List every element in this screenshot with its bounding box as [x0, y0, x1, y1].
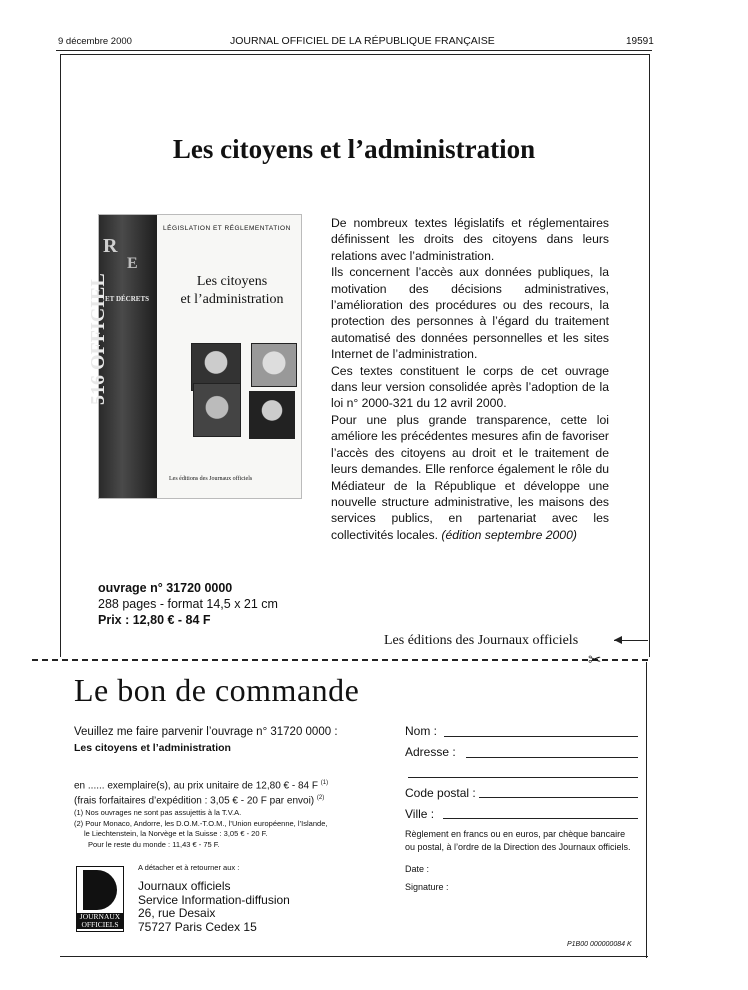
cover-photo-2 [251, 343, 297, 387]
paragraph-3: Ces textes constituent le corps de cet ouvrage dans leur version consolidée après l’adoption de la loi n° 2000-321 du 12 avril 2000. [331, 363, 609, 411]
field-nom-label: Nom : [405, 724, 438, 738]
payment-info [405, 828, 630, 854]
footnote-2c: Pour le reste du monde : 11,43 € - 75 F. [88, 839, 220, 849]
quantity-note: (1) [320, 780, 329, 786]
order-form-title: Le bon de commande [74, 672, 360, 708]
detach-instruction: A détacher et à retourner aux : [138, 863, 240, 872]
order-book-title: Les citoyens et l’administration [74, 742, 231, 754]
cover-title-line-1: Les citoyens [196, 274, 268, 289]
logo-text-2: OFFICIELS [77, 921, 123, 929]
ouvrage-price: Prix : 12,80 € - 84 F [98, 613, 211, 627]
shipping-line: (frais forfaitaires d’expédition : 3,05 € - 20 F par envoi) [74, 795, 315, 807]
field-adresse-input[interactable] [466, 757, 638, 758]
paragraph-4-text: Pour une plus grande transparence, cette loi améliore les précédentes mesures afin de favoriser l’accès des citoyens au droit et le traitement de leurs demandes. Elle renforce également le rôle du Médiateur de la République et développe une nouvelle structure administrative, les maisons des services publics, en partenariat avec les collectivités locales. [331, 412, 609, 542]
cover-photo-3 [193, 383, 241, 437]
order-quantity [74, 777, 394, 808]
signature-label: Signature : [405, 882, 449, 892]
header-date: 9 décembre 2000 [58, 36, 132, 47]
date-label: Date : [405, 864, 430, 874]
cover-footer: Les éditions des Journaux officiels [169, 476, 253, 482]
cover-top-line: LÉGISLATION ET RÉGLEMENTATION [163, 225, 291, 232]
book-spine: R E ET DÉCRETS 516 OFFICIEL [99, 215, 157, 498]
address-line-2: Service Information-diffusion [138, 892, 290, 907]
header-rule [56, 50, 652, 51]
book-spine-text: 516 OFFICIEL [87, 273, 109, 405]
address-line-1: Journaux officiels [138, 879, 231, 893]
journaux-officiels-logo [76, 866, 124, 932]
cover-title-line-2: et l’administration [180, 292, 284, 307]
paragraph-4 [331, 412, 609, 543]
book-cover-image [87, 214, 302, 499]
order-frame-bottom [60, 956, 648, 957]
ouvrage-number: ouvrage n° 31720 0000 [98, 581, 233, 595]
paragraph-1: De nombreux textes législatifs et réglementaires définissent les droits des citoyens dans leurs relations avec l’administration. [331, 216, 609, 263]
field-ville-label: Ville : [405, 807, 435, 821]
cut-line [32, 659, 648, 661]
payment-line-1: Règlement en francs ou en euros, par chèque bancaire [405, 829, 626, 839]
logo-text-1: JOURNAUX [77, 913, 123, 921]
order-request-line: Veuillez me faire parvenir l’ouvrage n° 31720 0000 : [74, 726, 338, 738]
order-request [74, 726, 374, 754]
return-address [138, 880, 290, 934]
order-footnotes [74, 808, 394, 850]
publisher-line: Les éditions des Journaux officiels [384, 633, 579, 648]
footnote-2a: (2) Pour Monaco, Andorre, les D.O.M.-T.O.M., l’Union européenne, l’Islande, [74, 818, 328, 828]
field-adresse-input-2[interactable] [408, 777, 638, 778]
footnote-1: (1) Nos ouvrages ne sont pas assujettis à la T.V.A. [74, 808, 242, 817]
cover-photo-4 [249, 391, 295, 439]
field-nom-input[interactable] [444, 736, 638, 737]
header-page-number: 19591 [626, 36, 654, 47]
quantity-line: en ...... exemplaire(s), au prix unitaire de 12,80 € - 84 F [74, 780, 319, 792]
address-line-3: 26, rue Desaix [138, 906, 216, 920]
footnote-2b: le Liechtenstein, la Norvège et la Suisse : 3,05 € - 20 F. [84, 829, 268, 838]
scissors-icon: ✂ [588, 652, 602, 669]
edition-note: (édition septembre 2000) [441, 527, 577, 542]
field-adresse-label: Adresse : [405, 745, 456, 759]
field-code-postal-input[interactable] [479, 797, 638, 798]
ouvrage-pages-format: 288 pages - format 14,5 x 21 cm [98, 597, 278, 611]
paragraph-2: Ils concernent l’accès aux données publiques, la motivation des décisions administratives, l’amélioration des procédures ou des recours, la protection des personnes à l’égard du traitement automatisé des données personnelles et les sites Internet de l’administration. [331, 265, 609, 362]
ouvrage-info [98, 580, 278, 628]
shipping-note: (2) [316, 795, 325, 802]
reference-code: P1B00 000000084 K [567, 941, 632, 948]
field-ville-input[interactable] [443, 818, 638, 819]
advert-description [331, 215, 609, 543]
address-line-4: 75727 Paris Cedex 15 [138, 919, 257, 934]
arrow-left-icon [614, 640, 648, 641]
advert-title: Les citoyens et l’administration [172, 134, 536, 164]
field-code-postal-label: Code postal : [405, 786, 476, 800]
order-frame-right [646, 662, 647, 958]
header-journal-title: JOURNAL OFFICIEL DE LA RÉPUBLIQUE FRANÇAISE [230, 35, 495, 47]
payment-line-2: ou postal, à l’ordre de la Direction des Journaux officiels. [405, 842, 631, 852]
cover-title [163, 273, 301, 309]
